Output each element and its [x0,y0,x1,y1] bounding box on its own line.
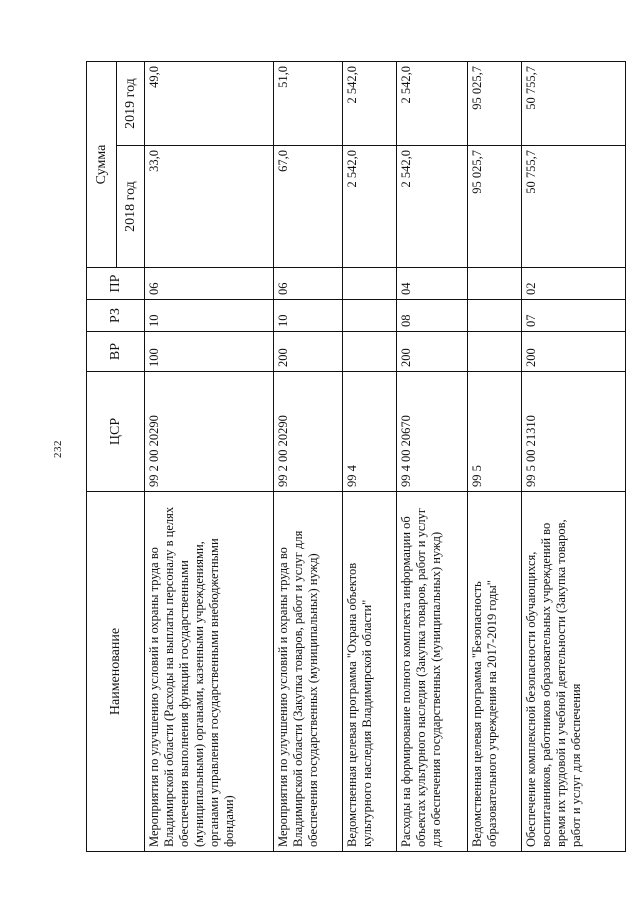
row-pr: 06 [274,268,343,300]
budget-table-rotated [86,62,626,852]
header-pr: ПР [87,268,145,300]
row-2018: 50 755,7 [521,146,625,268]
page-number: 232 [52,440,64,458]
row-2018: 2 542,0 [396,146,467,268]
row-rz: 10 [145,300,274,332]
row-2019: 2 542,0 [396,62,467,146]
row-csr: 99 5 [467,372,521,492]
header-name: Наименование [87,492,145,852]
row-rz: 10 [274,300,343,332]
header-2019: 2019 год [117,62,145,146]
row-name: Ведомственная целевая программа "Безопасность образовательного учреждения на 2017-2019 годы" [467,492,521,852]
row-2018: 2 542,0 [342,146,396,268]
row-2019: 51,0 [274,62,343,146]
header-csr: ЦСР [87,372,145,492]
row-2018: 33,0 [145,146,274,268]
row-vr [342,332,396,372]
row-vr [467,332,521,372]
row-name: Ведомственная целевая программа "Охрана объектов культурного наследия Владимирской области" [342,492,396,852]
row-csr: 99 4 [342,372,396,492]
row-2019: 95 025,7 [467,62,521,146]
table-row [274,62,343,852]
row-rz [342,300,396,332]
row-vr: 200 [521,332,625,372]
row-name: Обеспечение комплексной безопасности обучающихся, воспитанников, работников образовательных учреждений во время их трудовой и учебной деятельности (Закупка товаров, работ и услуг для обеспечения [521,492,625,852]
row-vr: 100 [145,332,274,372]
header-rz: РЗ [87,300,145,332]
row-vr: 200 [396,332,467,372]
row-2019: 50 755,7 [521,62,625,146]
row-2018: 95 025,7 [467,146,521,268]
row-name: Мероприятия по улучшению условий и охраны труда во Владимирской области (Расходы на выплаты персоналу в целях обеспечения выполнения функций государственными (муниципальными) органами, казенными учреждениями, органами управления государственными внебюджетными фондами) [145,492,274,852]
row-pr [467,268,521,300]
row-csr: 99 2 00 20290 [274,372,343,492]
table-row [396,62,467,852]
row-csr: 99 2 00 20290 [145,372,274,492]
header-vr: ВР [87,332,145,372]
row-pr [342,268,396,300]
row-2019: 2 542,0 [342,62,396,146]
row-rz: 07 [521,300,625,332]
table-row [342,62,396,852]
row-name: Расходы на формирование полного комплекта информации об объектах культурного наследия (Закупка товаров, работ и услуг для обеспечения государственных (муниципальных) нужд) [396,492,467,852]
header-sum: Сумма [87,62,117,268]
table-row [467,62,521,852]
row-name: Мероприятия по улучшению условий и охраны труда во Владимирской области (Закупка товаров, работ и услуг для обеспечения государственных (муниципальных) нужд) [274,492,343,852]
row-2019: 49,0 [145,62,274,146]
row-pr: 02 [521,268,625,300]
row-vr: 200 [274,332,343,372]
row-csr: 99 4 00 20670 [396,372,467,492]
row-pr: 06 [145,268,274,300]
row-rz: 08 [396,300,467,332]
row-2018: 67,0 [274,146,343,268]
row-csr: 99 5 00 21310 [521,372,625,492]
header-2018: 2018 год [117,146,145,268]
table-row [521,62,625,852]
row-pr: 04 [396,268,467,300]
row-rz [467,300,521,332]
table-row [145,62,274,852]
budget-table [86,61,626,852]
